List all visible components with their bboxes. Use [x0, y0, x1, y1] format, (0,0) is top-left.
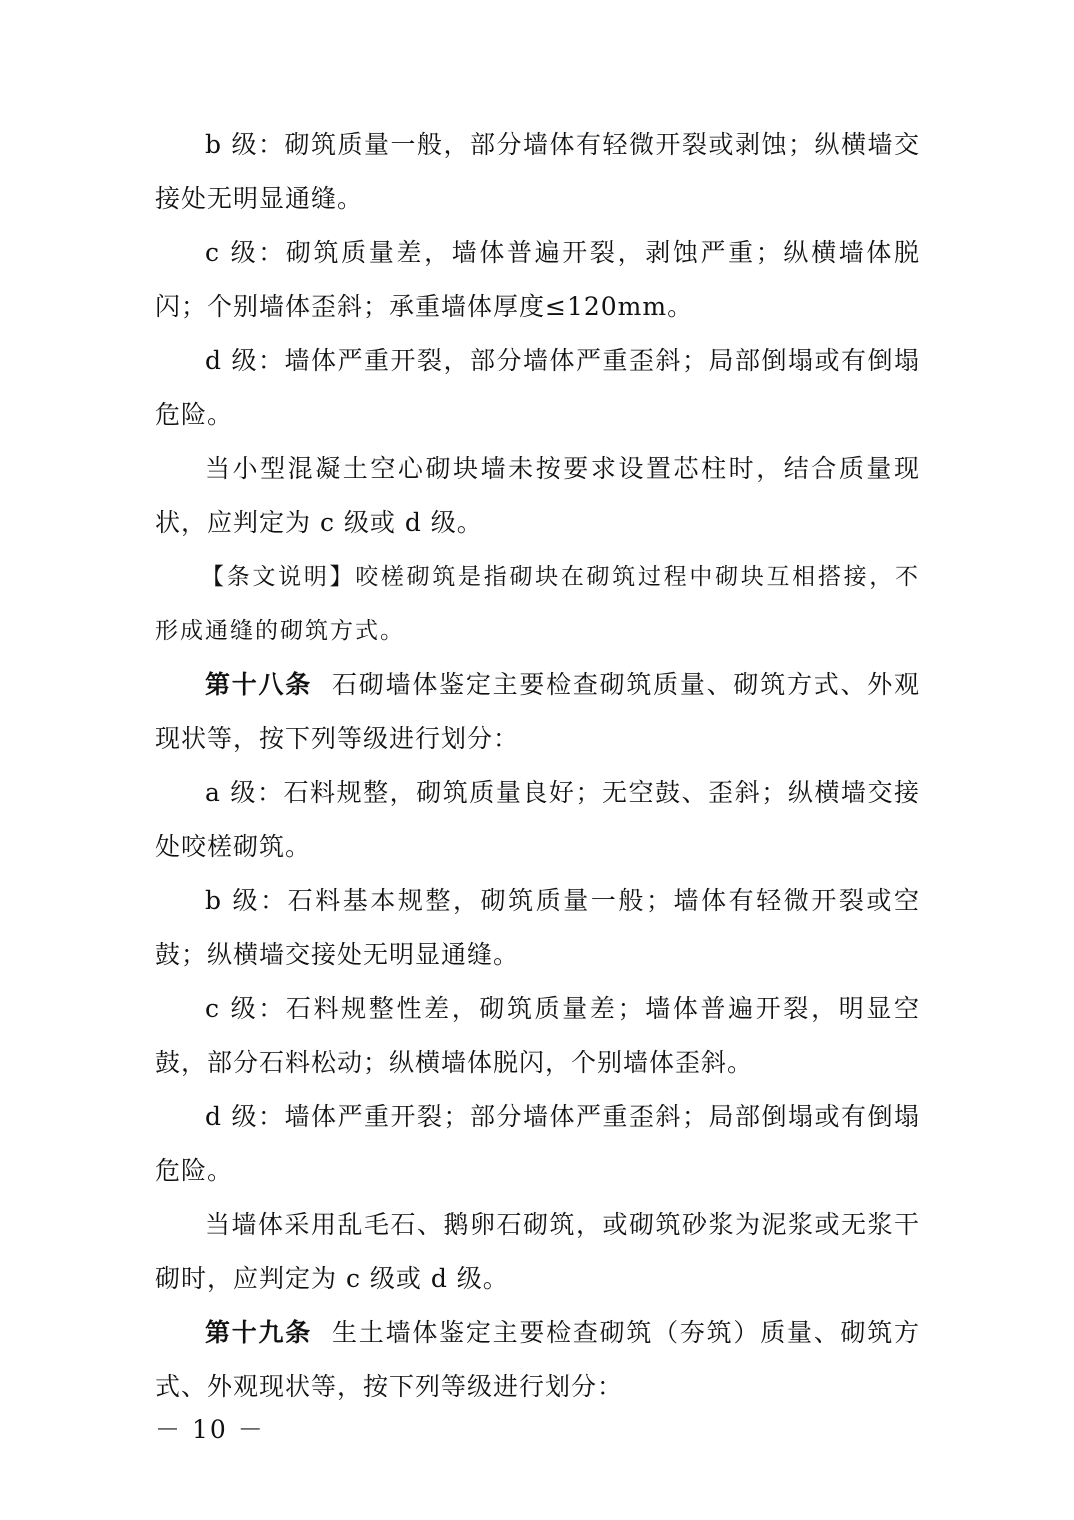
- paragraph-clause-note: [155, 550, 920, 658]
- paragraph-text: 生土墙体鉴定主要检查砌筑（夯筑）质量、砌筑方式、外观现状等，按下列等级进行划分：: [155, 1318, 920, 1401]
- article-label: 第十八条: [205, 670, 313, 699]
- paragraph-text: a 级：石料规整，砌筑质量良好；无空鼓、歪斜；纵横墙交接处咬槎砌筑。: [155, 778, 920, 861]
- paragraph-d-grade-stone: [155, 1090, 920, 1198]
- paragraph-article-18: [155, 658, 920, 766]
- article-label: 第十九条: [205, 1318, 313, 1347]
- paragraph-hollow-block-rule: [155, 442, 920, 550]
- paragraph-text: c 级：砌筑质量差，墙体普遍开裂，剥蚀严重；纵横墙体脱闪；个别墙体歪斜；承重墙体厚度≤120mm。: [155, 238, 920, 321]
- paragraph-text: 【条文说明】咬槎砌筑是指砌块在砌筑过程中砌块互相搭接，不形成通缝的砌筑方式。: [155, 564, 920, 644]
- page-number: － 10 －: [155, 1415, 265, 1444]
- paragraph-text: b 级：砌筑质量一般，部分墙体有轻微开裂或剥蚀；纵横墙交接处无明显通缝。: [155, 130, 920, 213]
- paragraph-article-19: [155, 1306, 920, 1414]
- paragraph-text: 当墙体采用乱毛石、鹅卵石砌筑，或砌筑砂浆为泥浆或无浆干砌时，应判定为 c 级或 d 级。: [155, 1210, 920, 1293]
- paragraph-text: d 级：墙体严重开裂，部分墙体严重歪斜；局部倒塌或有倒塌危险。: [155, 346, 920, 429]
- paragraph-text: c 级：石料规整性差，砌筑质量差；墙体普遍开裂，明显空鼓，部分石料松动；纵横墙体脱闪，个别墙体歪斜。: [155, 994, 920, 1077]
- paragraph-b-grade-stone: [155, 874, 920, 982]
- paragraph-rubble-stone-rule: [155, 1198, 920, 1306]
- paragraph-text: d 级：墙体严重开裂；部分墙体严重歪斜；局部倒塌或有倒塌危险。: [155, 1102, 920, 1185]
- paragraph-b-grade-masonry: [155, 118, 920, 226]
- paragraph-a-grade-stone: [155, 766, 920, 874]
- paragraph-text: 石砌墙体鉴定主要检查砌筑质量、砌筑方式、外观现状等，按下列等级进行划分：: [155, 670, 920, 753]
- paragraph-c-grade-stone: [155, 982, 920, 1090]
- paragraph-text: b 级：石料基本规整，砌筑质量一般；墙体有轻微开裂或空鼓；纵横墙交接处无明显通缝。: [155, 886, 920, 969]
- body-text: [155, 118, 920, 1414]
- paragraph-d-grade-masonry: [155, 334, 920, 442]
- paragraph-c-grade-masonry: [155, 226, 920, 334]
- paragraph-text: 当小型混凝土空心砌块墙未按要求设置芯柱时，结合质量现状，应判定为 c 级或 d 级。: [155, 454, 920, 537]
